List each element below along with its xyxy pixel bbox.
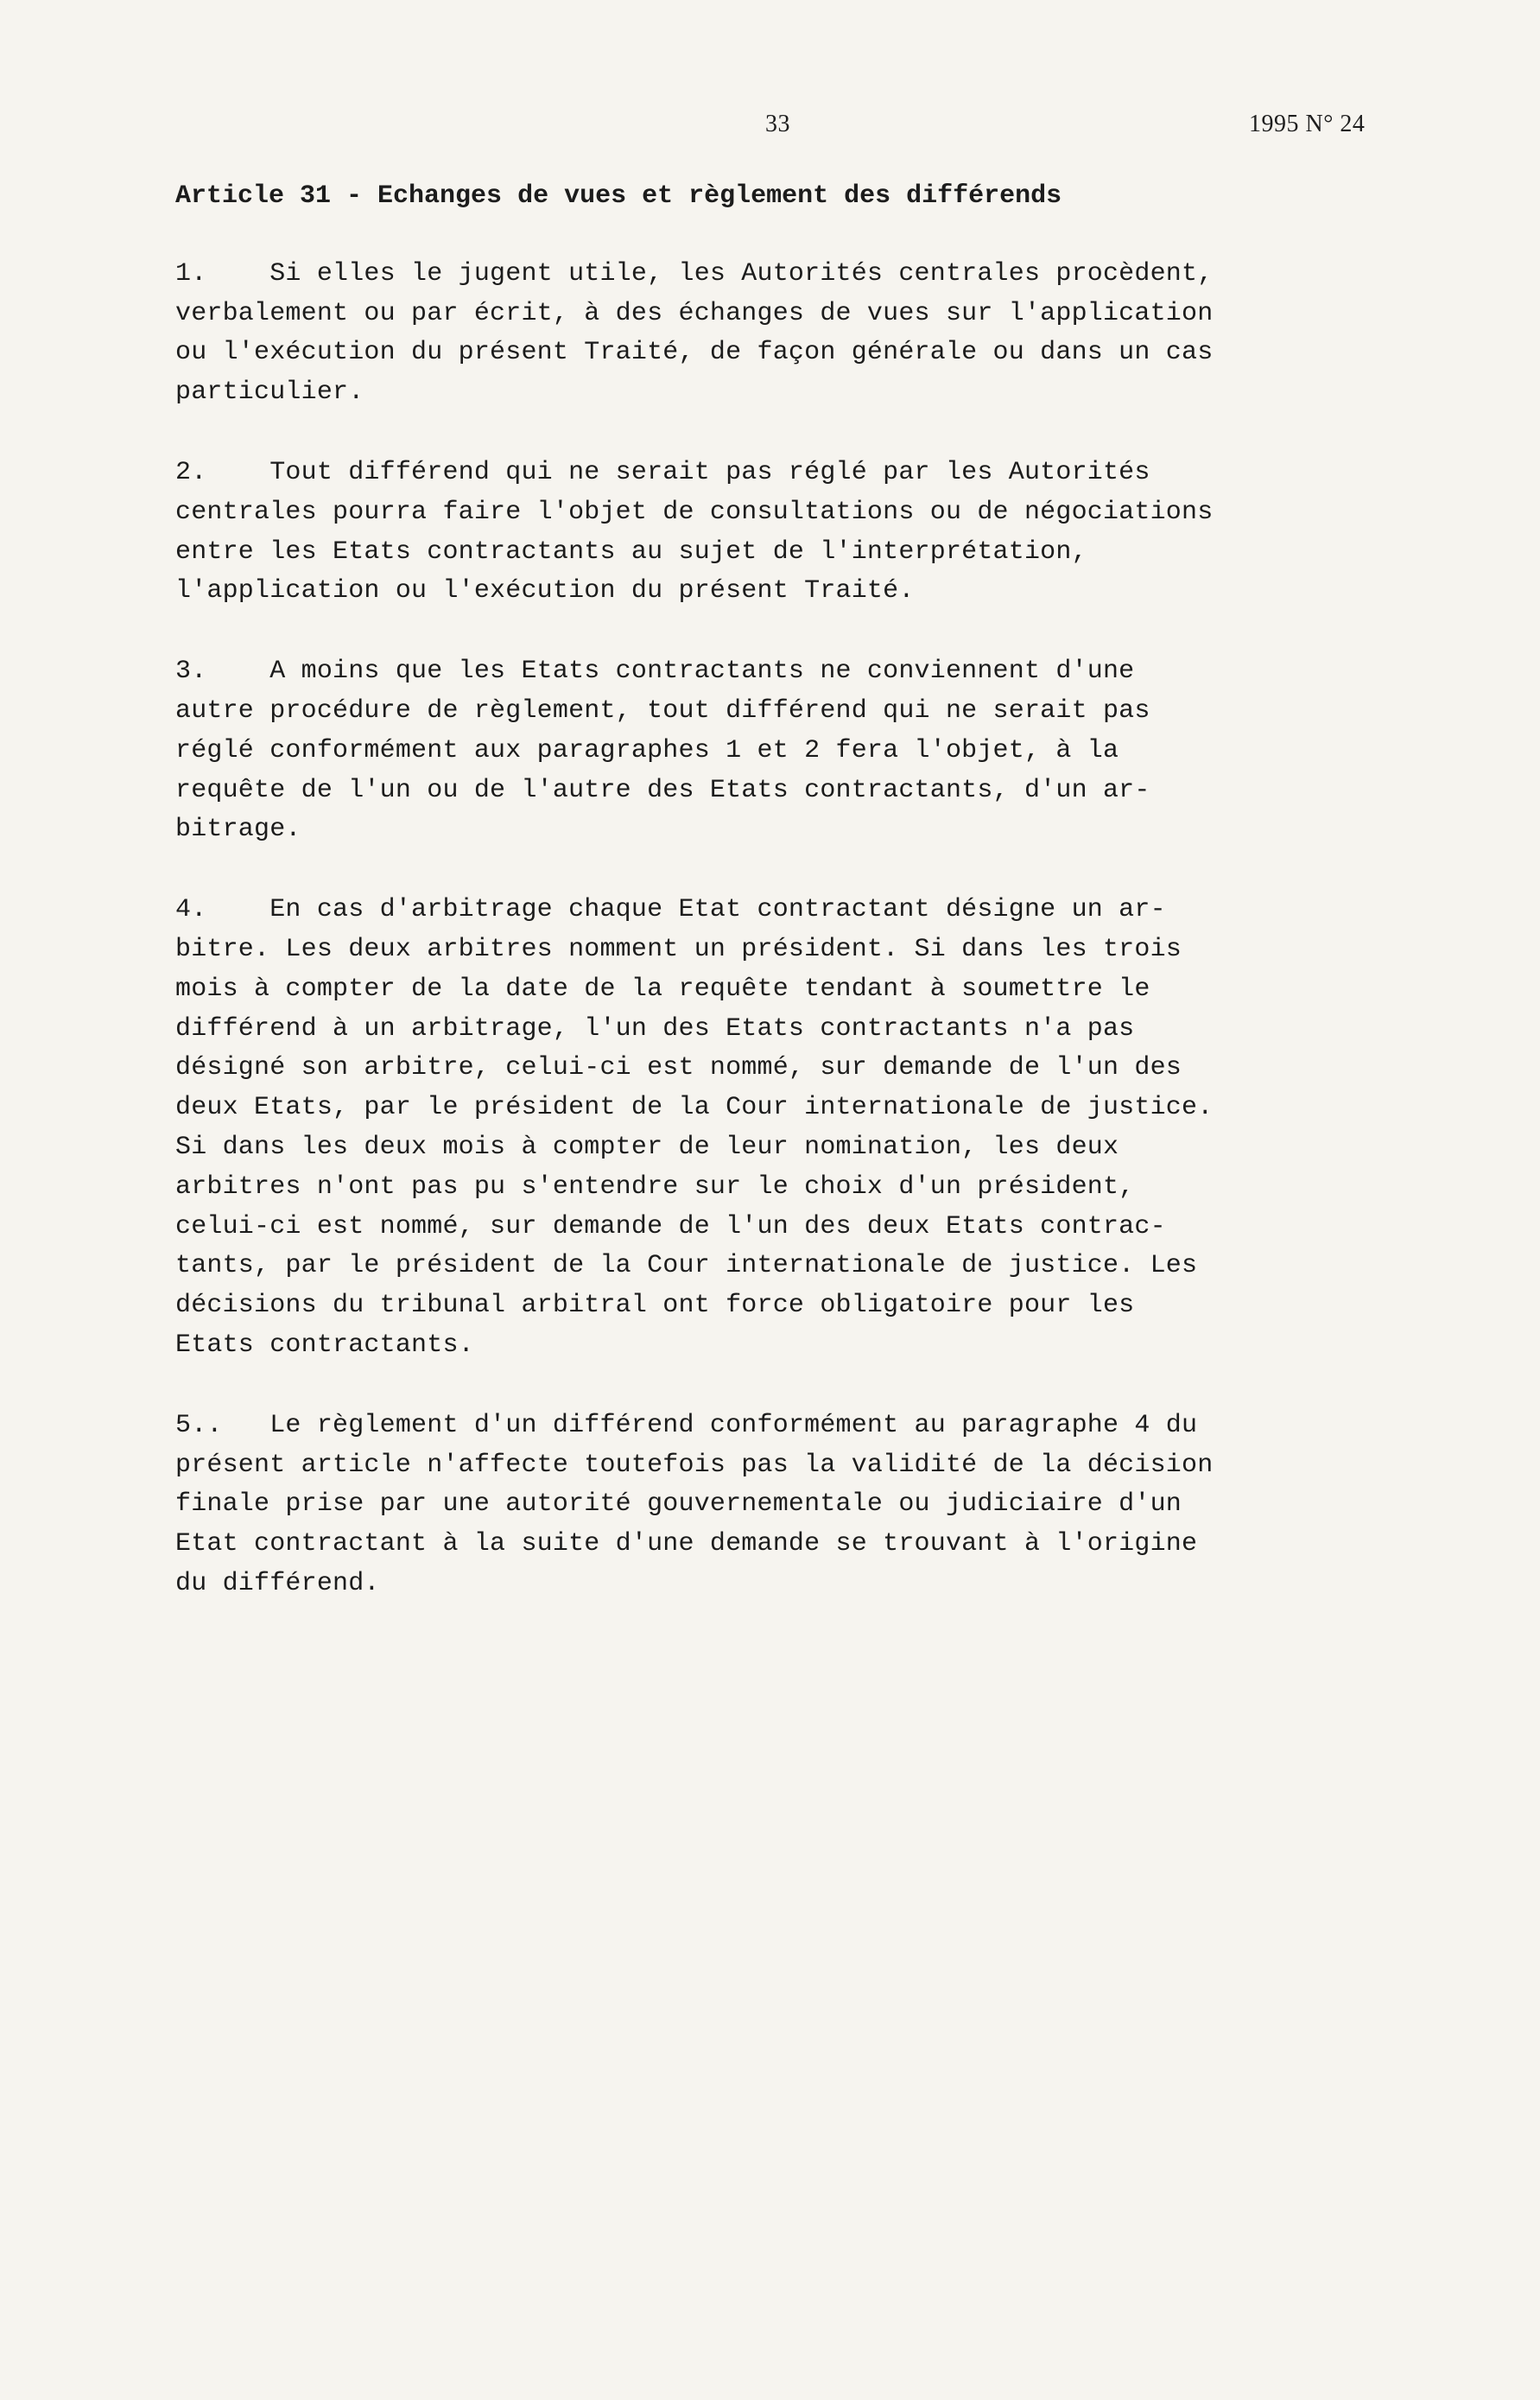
- text-line: réglé conformément aux paragraphes 1 et 2 fera l'objet, à la: [175, 735, 1119, 765]
- text-line: 4. En cas d'arbitrage chaque Etat contractant désigne un ar-: [175, 895, 1166, 925]
- text-line: autre procédure de règlement, tout différend qui ne serait pas: [175, 695, 1150, 726]
- text-line: finale prise par une autorité gouvernementale ou judiciaire d'un: [175, 1489, 1182, 1520]
- text-line: décisions du tribunal arbitral ont force obligatoire pour les: [175, 1291, 1135, 1321]
- paragraph-2: [175, 454, 1410, 612]
- text-line: requête de l'un ou de l'autre des Etats contractants, d'un ar-: [175, 775, 1150, 805]
- text-line: différend à un arbitrage, l'un des Etats contractants n'a pas: [175, 1013, 1135, 1044]
- paragraph-1: [175, 255, 1410, 413]
- article-heading: Article 31 - Echanges de vues et règlement des différends: [175, 181, 1062, 211]
- text-line: deux Etats, par le président de la Cour internationale de justice.: [175, 1093, 1214, 1123]
- text-line: Si dans les deux mois à compter de leur nomination, les deux: [175, 1132, 1119, 1162]
- text-line: 3. A moins que les Etats contractants ne conviennent d'une: [175, 657, 1135, 687]
- text-line: tants, par le président de la Cour internationale de justice. Les: [175, 1251, 1198, 1281]
- text-line: arbitres n'ont pas pu s'entendre sur le choix d'un président,: [175, 1171, 1135, 1202]
- text-line: présent article n'affecte toutefois pas la validité de la décision: [175, 1450, 1214, 1480]
- text-line: 1. Si elles le jugent utile, les Autorités centrales procèdent,: [175, 258, 1214, 289]
- text-line: verbalement ou par écrit, à des échanges de vues sur l'application: [175, 298, 1214, 328]
- text-line: centrales pourra faire l'objet de consultations ou de négociations: [175, 497, 1214, 527]
- text-line: bitrage.: [175, 815, 301, 845]
- text-line: du différend.: [175, 1568, 380, 1598]
- text-line: entre les Etats contractants au sujet de l'interprétation,: [175, 537, 1087, 567]
- text-line: 2. Tout différend qui ne serait pas réglé par les Autorités: [175, 457, 1150, 487]
- text-line: bitre. Les deux arbitres nomment un président. Si dans les trois: [175, 934, 1182, 964]
- text-line: mois à compter de la date de la requête tendant à soumettre le: [175, 974, 1150, 1004]
- text-line: 5.. Le règlement d'un différend conformément au paragraphe 4 du: [175, 1410, 1198, 1440]
- text-line: Etats contractants.: [175, 1330, 474, 1360]
- gazette-reference: 1995 N° 24: [1249, 111, 1366, 137]
- article-paragraphs: [175, 255, 1410, 1604]
- text-line: ou l'exécution du présent Traité, de façon générale ou dans un cas: [175, 338, 1214, 368]
- paragraph-3: [175, 652, 1410, 850]
- text-line: celui-ci est nommé, sur demande de l'un des deux Etats contrac-: [175, 1211, 1166, 1241]
- paragraph-4: [175, 891, 1410, 1366]
- text-line: Etat contractant à la suite d'une demande se trouvant à l'origine: [175, 1529, 1198, 1559]
- article-body: [175, 177, 1410, 1645]
- text-line: particulier.: [175, 378, 364, 408]
- paragraph-5: [175, 1406, 1410, 1604]
- text-line: désigné son arbitre, celui-ci est nommé, sur demande de l'un des: [175, 1053, 1182, 1083]
- page-number: 33: [765, 111, 790, 137]
- text-line: l'application ou l'exécution du présent Traité.: [175, 576, 915, 606]
